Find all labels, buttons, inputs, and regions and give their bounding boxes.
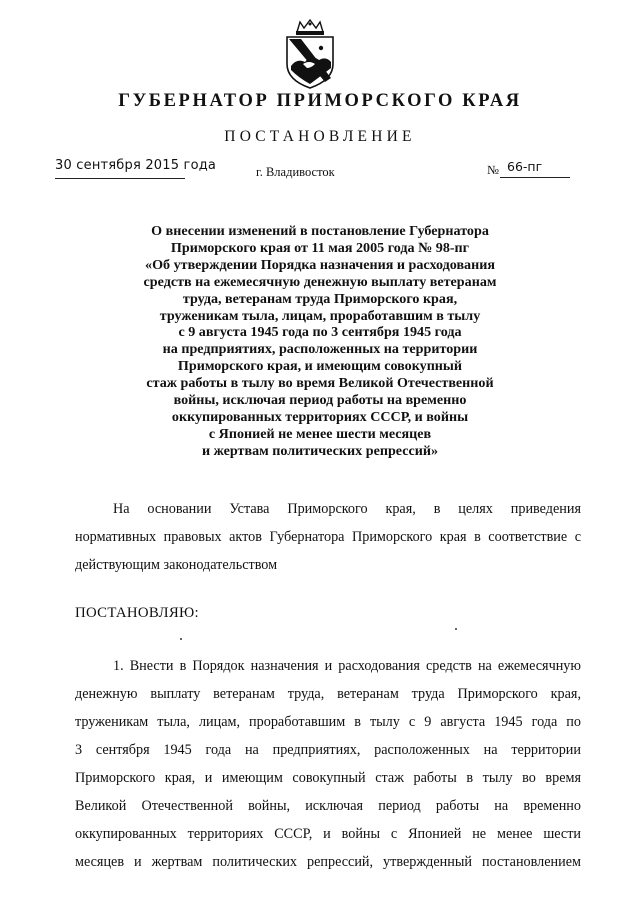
preamble-line: нормативных правовых актов Губернатора Приморского края в соответствие с bbox=[75, 529, 581, 545]
coat-of-arms-emblem bbox=[281, 18, 339, 90]
item-1-line: труженикам тыла, лицам, проработавшим в тылу с 9 августа 1945 года по bbox=[75, 714, 581, 730]
title-line: труженикам тыла, лицам, проработавшим в тылу bbox=[159, 307, 481, 324]
scan-speck bbox=[455, 628, 457, 630]
title-line: средств на ежемесячную денежную выплату ветеранам bbox=[143, 273, 497, 290]
document-date: 30 сентября 2015 года bbox=[55, 158, 217, 173]
item-1-line: 3 сентября 1945 года на предприятиях, расположенных на территории bbox=[75, 742, 581, 758]
title-line: «Об утверждении Порядка назначения и расходования bbox=[145, 256, 495, 273]
document-title bbox=[92, 223, 548, 460]
item-1-line: Приморского края, и имеющим совокупный стаж работы в тылу во время bbox=[75, 770, 581, 786]
title-line: стаж работы в тылу во время Великой Отечественной bbox=[146, 375, 494, 392]
title-line: и жертвам политических репрессий» bbox=[201, 442, 439, 459]
title-line: с 9 августа 1945 года по 3 сентября 1945 года bbox=[178, 324, 462, 341]
organization-name: ГУБЕРНАТОР ПРИМОРСКОГО КРАЯ bbox=[118, 91, 522, 111]
item-1-line: оккупированных территориях СССР, и войны с Японией не менее шести bbox=[75, 826, 581, 842]
resolve-heading: ПОСТАНОВЛЯЮ: bbox=[75, 605, 199, 621]
title-line: Приморского края от 11 мая 2005 года № 98-пг bbox=[170, 239, 470, 256]
item-1-paragraph bbox=[75, 654, 581, 875]
preamble-line: На основании Устава Приморского края, в целях приведения bbox=[113, 501, 581, 517]
item-1-line: месяцев и жертвам политических репрессий, утвержденный постановлением bbox=[75, 854, 581, 870]
date-underline bbox=[55, 178, 185, 179]
title-line: войны, исключая период работы на временно bbox=[173, 392, 467, 409]
document-number: 66-пг bbox=[507, 159, 543, 174]
number-label: № bbox=[487, 163, 499, 177]
document-city: г. Владивосток bbox=[256, 165, 335, 179]
preamble-line: действующим законодательством bbox=[75, 557, 278, 573]
item-1-line: 1. Внести в Порядок назначения и расходования средств на ежемесячную bbox=[113, 658, 581, 674]
title-line: О внесении изменений в постановление Губернатора bbox=[151, 223, 489, 239]
preamble-paragraph bbox=[75, 497, 581, 578]
document-type: ПОСТАНОВЛЕНИЕ bbox=[224, 128, 416, 145]
title-line: с Японией не менее шести месяцев bbox=[208, 425, 432, 442]
scan-speck bbox=[180, 638, 182, 640]
title-line: Приморского края, и имеющим совокупный bbox=[177, 358, 463, 375]
title-line: труда, ветеранам труда Приморского края, bbox=[182, 290, 458, 307]
item-1-line: Великой Отечественной войны, исключая период работы на временно bbox=[75, 798, 581, 814]
item-1-line: денежную выплату ветеранам труда, ветеранам труда Приморского края, bbox=[75, 686, 581, 702]
title-line: на предприятиях, расположенных на территории bbox=[162, 341, 478, 358]
title-line: оккупированных территориях СССР, и войны bbox=[171, 408, 469, 425]
number-underline bbox=[500, 177, 570, 178]
